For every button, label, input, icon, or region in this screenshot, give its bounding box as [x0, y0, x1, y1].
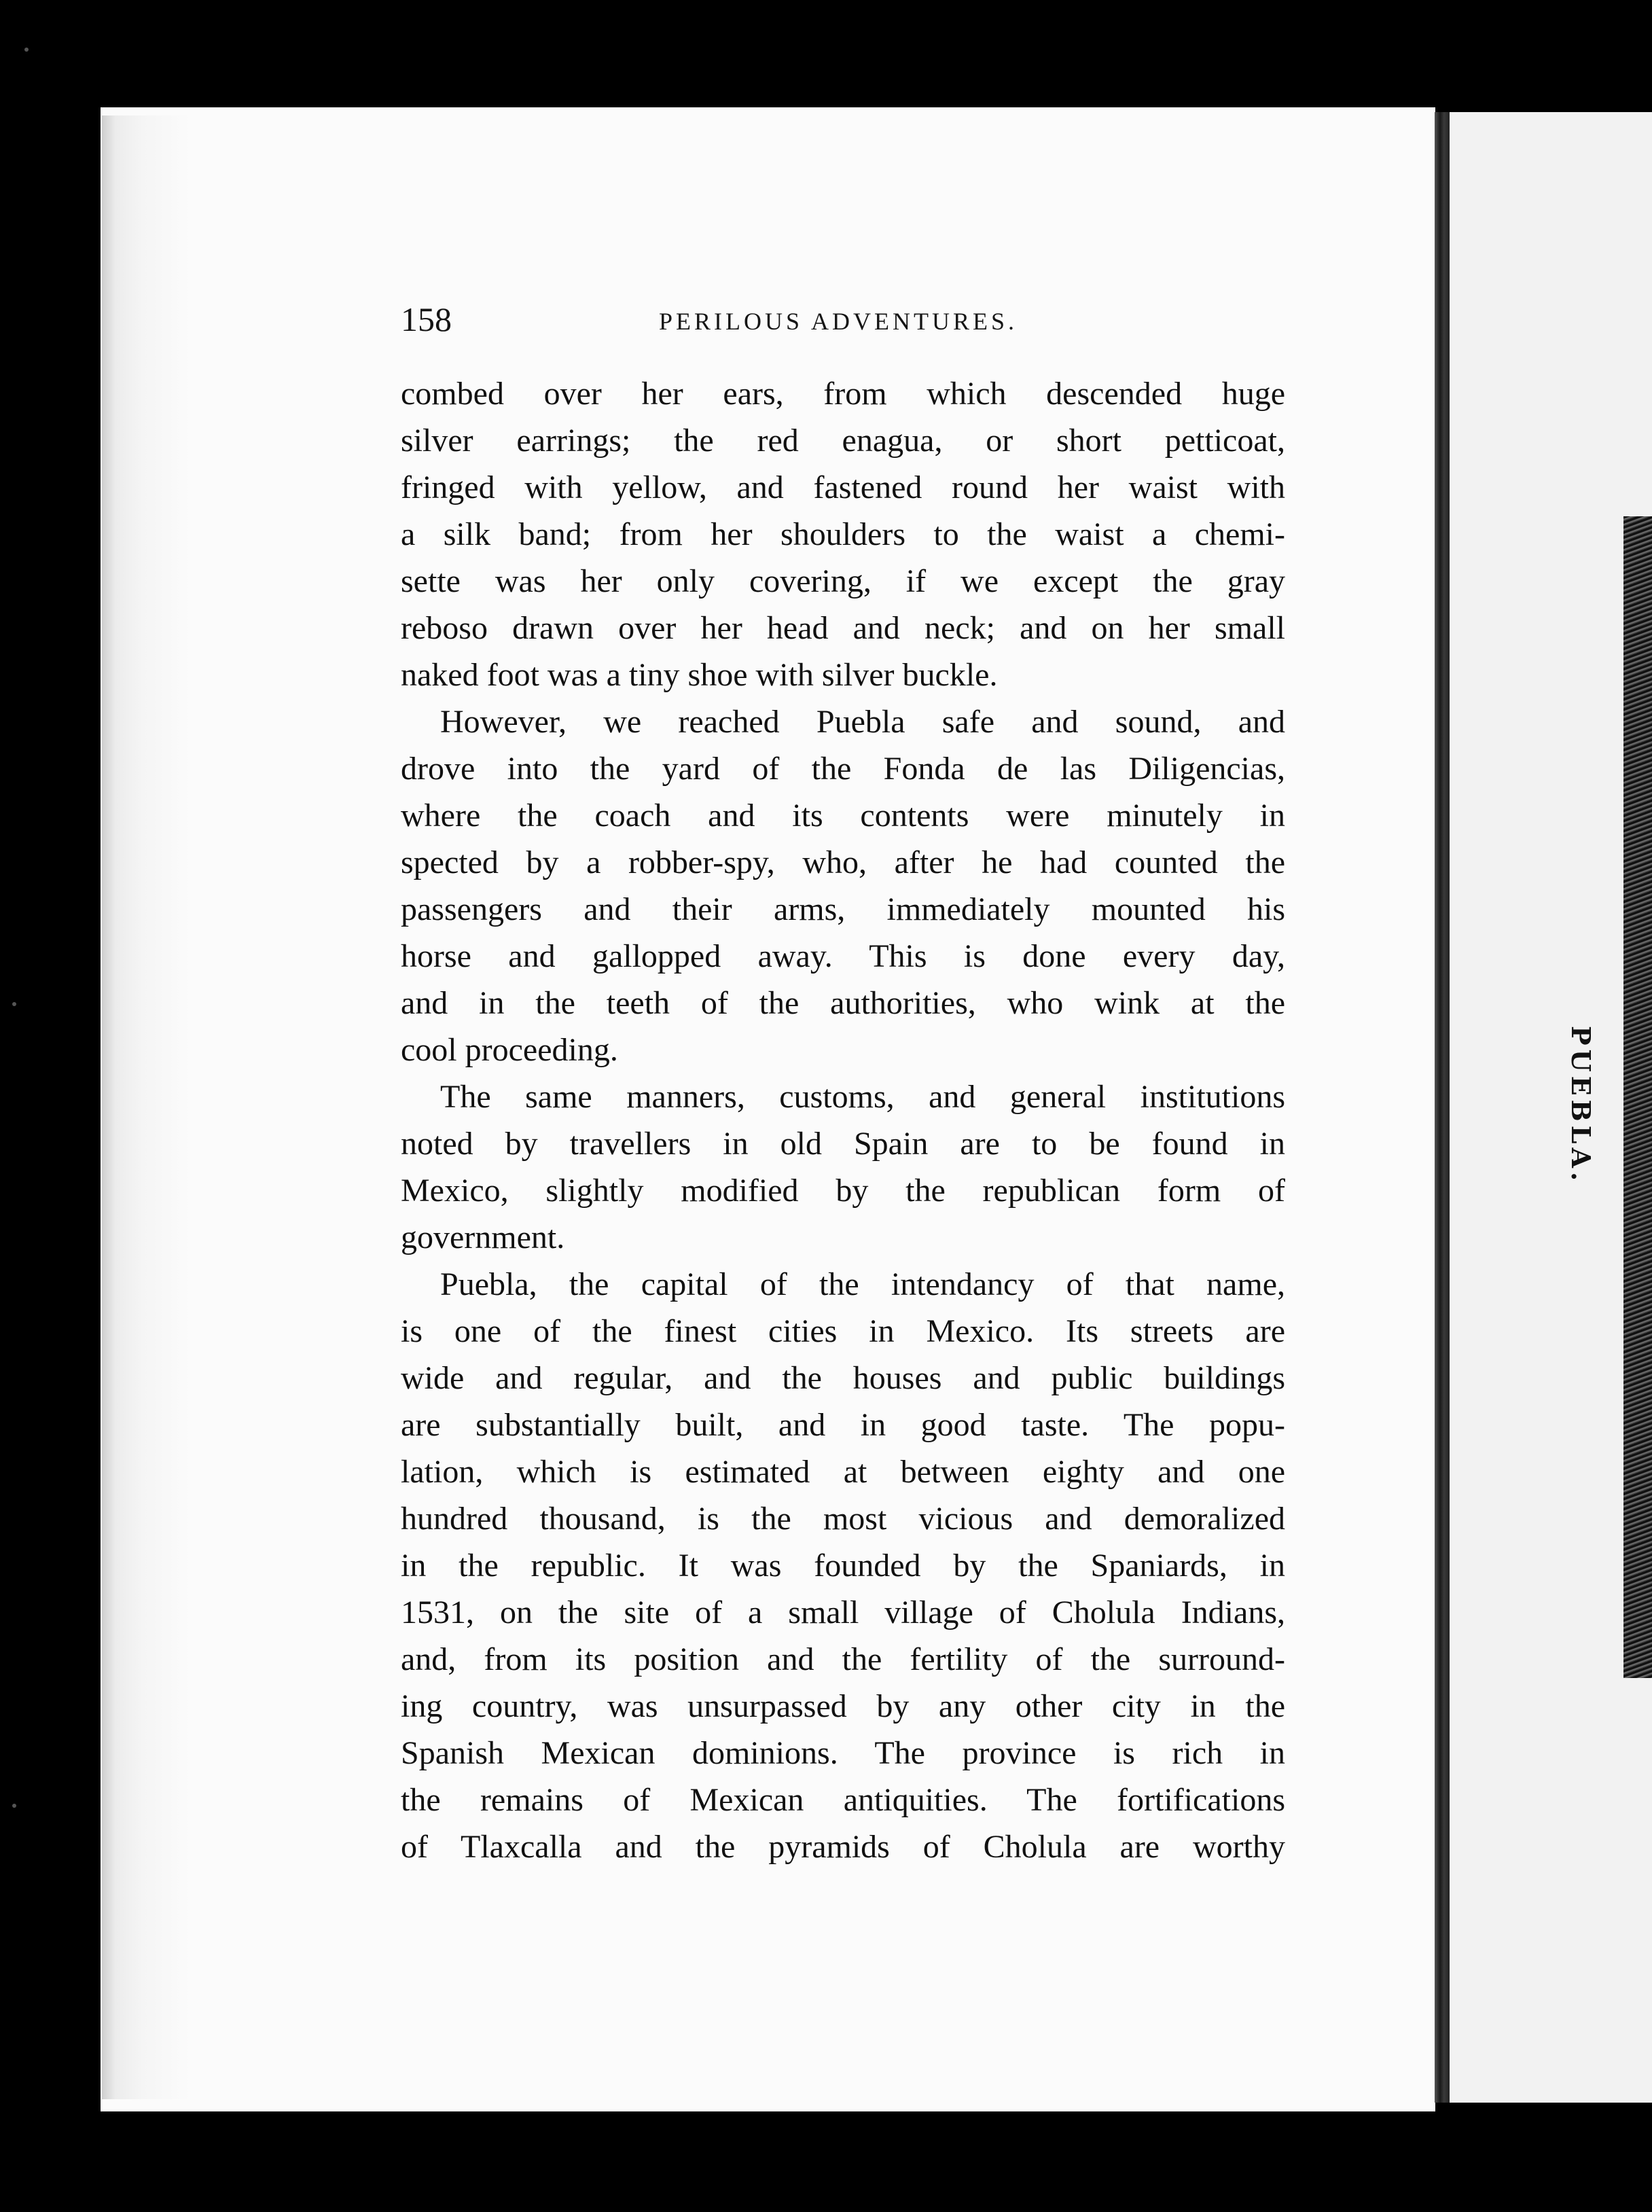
text-line: silver earrings; the red enagua, or short petticoat,	[401, 423, 1285, 459]
text-line: The same manners, customs, and general institutions	[440, 1079, 1285, 1115]
text-line: reboso drawn over her head and neck; and on her small	[401, 610, 1285, 646]
text-line: government.	[401, 1219, 565, 1255]
scan-speck	[24, 48, 29, 52]
plate-caption: PUEBLA.	[1566, 1026, 1596, 1185]
page-header	[401, 299, 1285, 340]
text-line: combed over her ears, from which descended huge	[401, 376, 1285, 412]
text-line: noted by travellers in old Spain are to be found in	[401, 1126, 1285, 1162]
text-line: the remains of Mexican antiquities. The fortifications	[401, 1782, 1285, 1818]
text-line: Spanish Mexican dominions. The province is rich in	[401, 1735, 1285, 1771]
text-line: However, we reached Puebla safe and sound, and	[440, 704, 1285, 740]
facing-plate-page	[1450, 112, 1652, 2103]
page-number: 158	[401, 300, 452, 338]
text-line: a silk band; from her shoulders to the waist a chemi-	[401, 516, 1285, 552]
text-line: drove into the yard of the Fonda de las Diligencias,	[401, 751, 1285, 787]
engraved-plate-edge	[1623, 516, 1652, 1678]
text-line: is one of the finest cities in Mexico. Its streets are	[401, 1313, 1285, 1349]
text-line: Puebla, the capital of the intendancy of that name,	[440, 1266, 1285, 1302]
text-line: of Tlaxcalla and the pyramids of Cholula are worthy	[401, 1829, 1285, 1865]
text-line: passengers and their arms, immediately mounted his	[401, 891, 1285, 927]
text-line: horse and gallopped away. This is done every day,	[401, 938, 1285, 974]
binding-fold	[1435, 112, 1450, 2103]
text-line: in the republic. It was founded by the Spaniards, in	[401, 1548, 1285, 1584]
text-line: naked foot was a tiny shoe with silver buckle.	[401, 657, 998, 693]
text-line: hundred thousand, is the most vicious and demoralized	[401, 1501, 1285, 1537]
body-text	[401, 370, 1285, 1870]
text-line: wide and regular, and the houses and public buildings	[401, 1360, 1285, 1396]
text-line: where the coach and its contents were minutely in	[401, 798, 1285, 834]
running-head: PERILOUS ADVENTURES.	[659, 308, 1018, 335]
text-line: and in the teeth of the authorities, who wink at the	[401, 985, 1285, 1021]
text-line: sette was her only covering, if we except the gray	[401, 563, 1285, 599]
text-line: are substantially built, and in good taste. The popu-	[401, 1407, 1285, 1443]
text-line: spected by a robber-spy, who, after he had counted the	[401, 844, 1285, 880]
text-line: and, from its position and the fertility of the surround-	[401, 1641, 1285, 1677]
text-line: cool proceeding.	[401, 1032, 618, 1068]
page-edge-shading	[102, 115, 190, 2099]
text-line: fringed with yellow, and fastened round her waist with	[401, 469, 1285, 505]
scan-speck	[12, 1804, 16, 1808]
text-line: 1531, on the site of a small village of Cholula Indians,	[401, 1594, 1285, 1630]
text-line: Mexico, slightly modified by the republican form of	[401, 1173, 1285, 1209]
text-line: lation, which is estimated at between eighty and one	[401, 1454, 1285, 1490]
scan-speck	[12, 1002, 16, 1006]
text-line: ing country, was unsurpassed by any other city in the	[401, 1688, 1285, 1724]
